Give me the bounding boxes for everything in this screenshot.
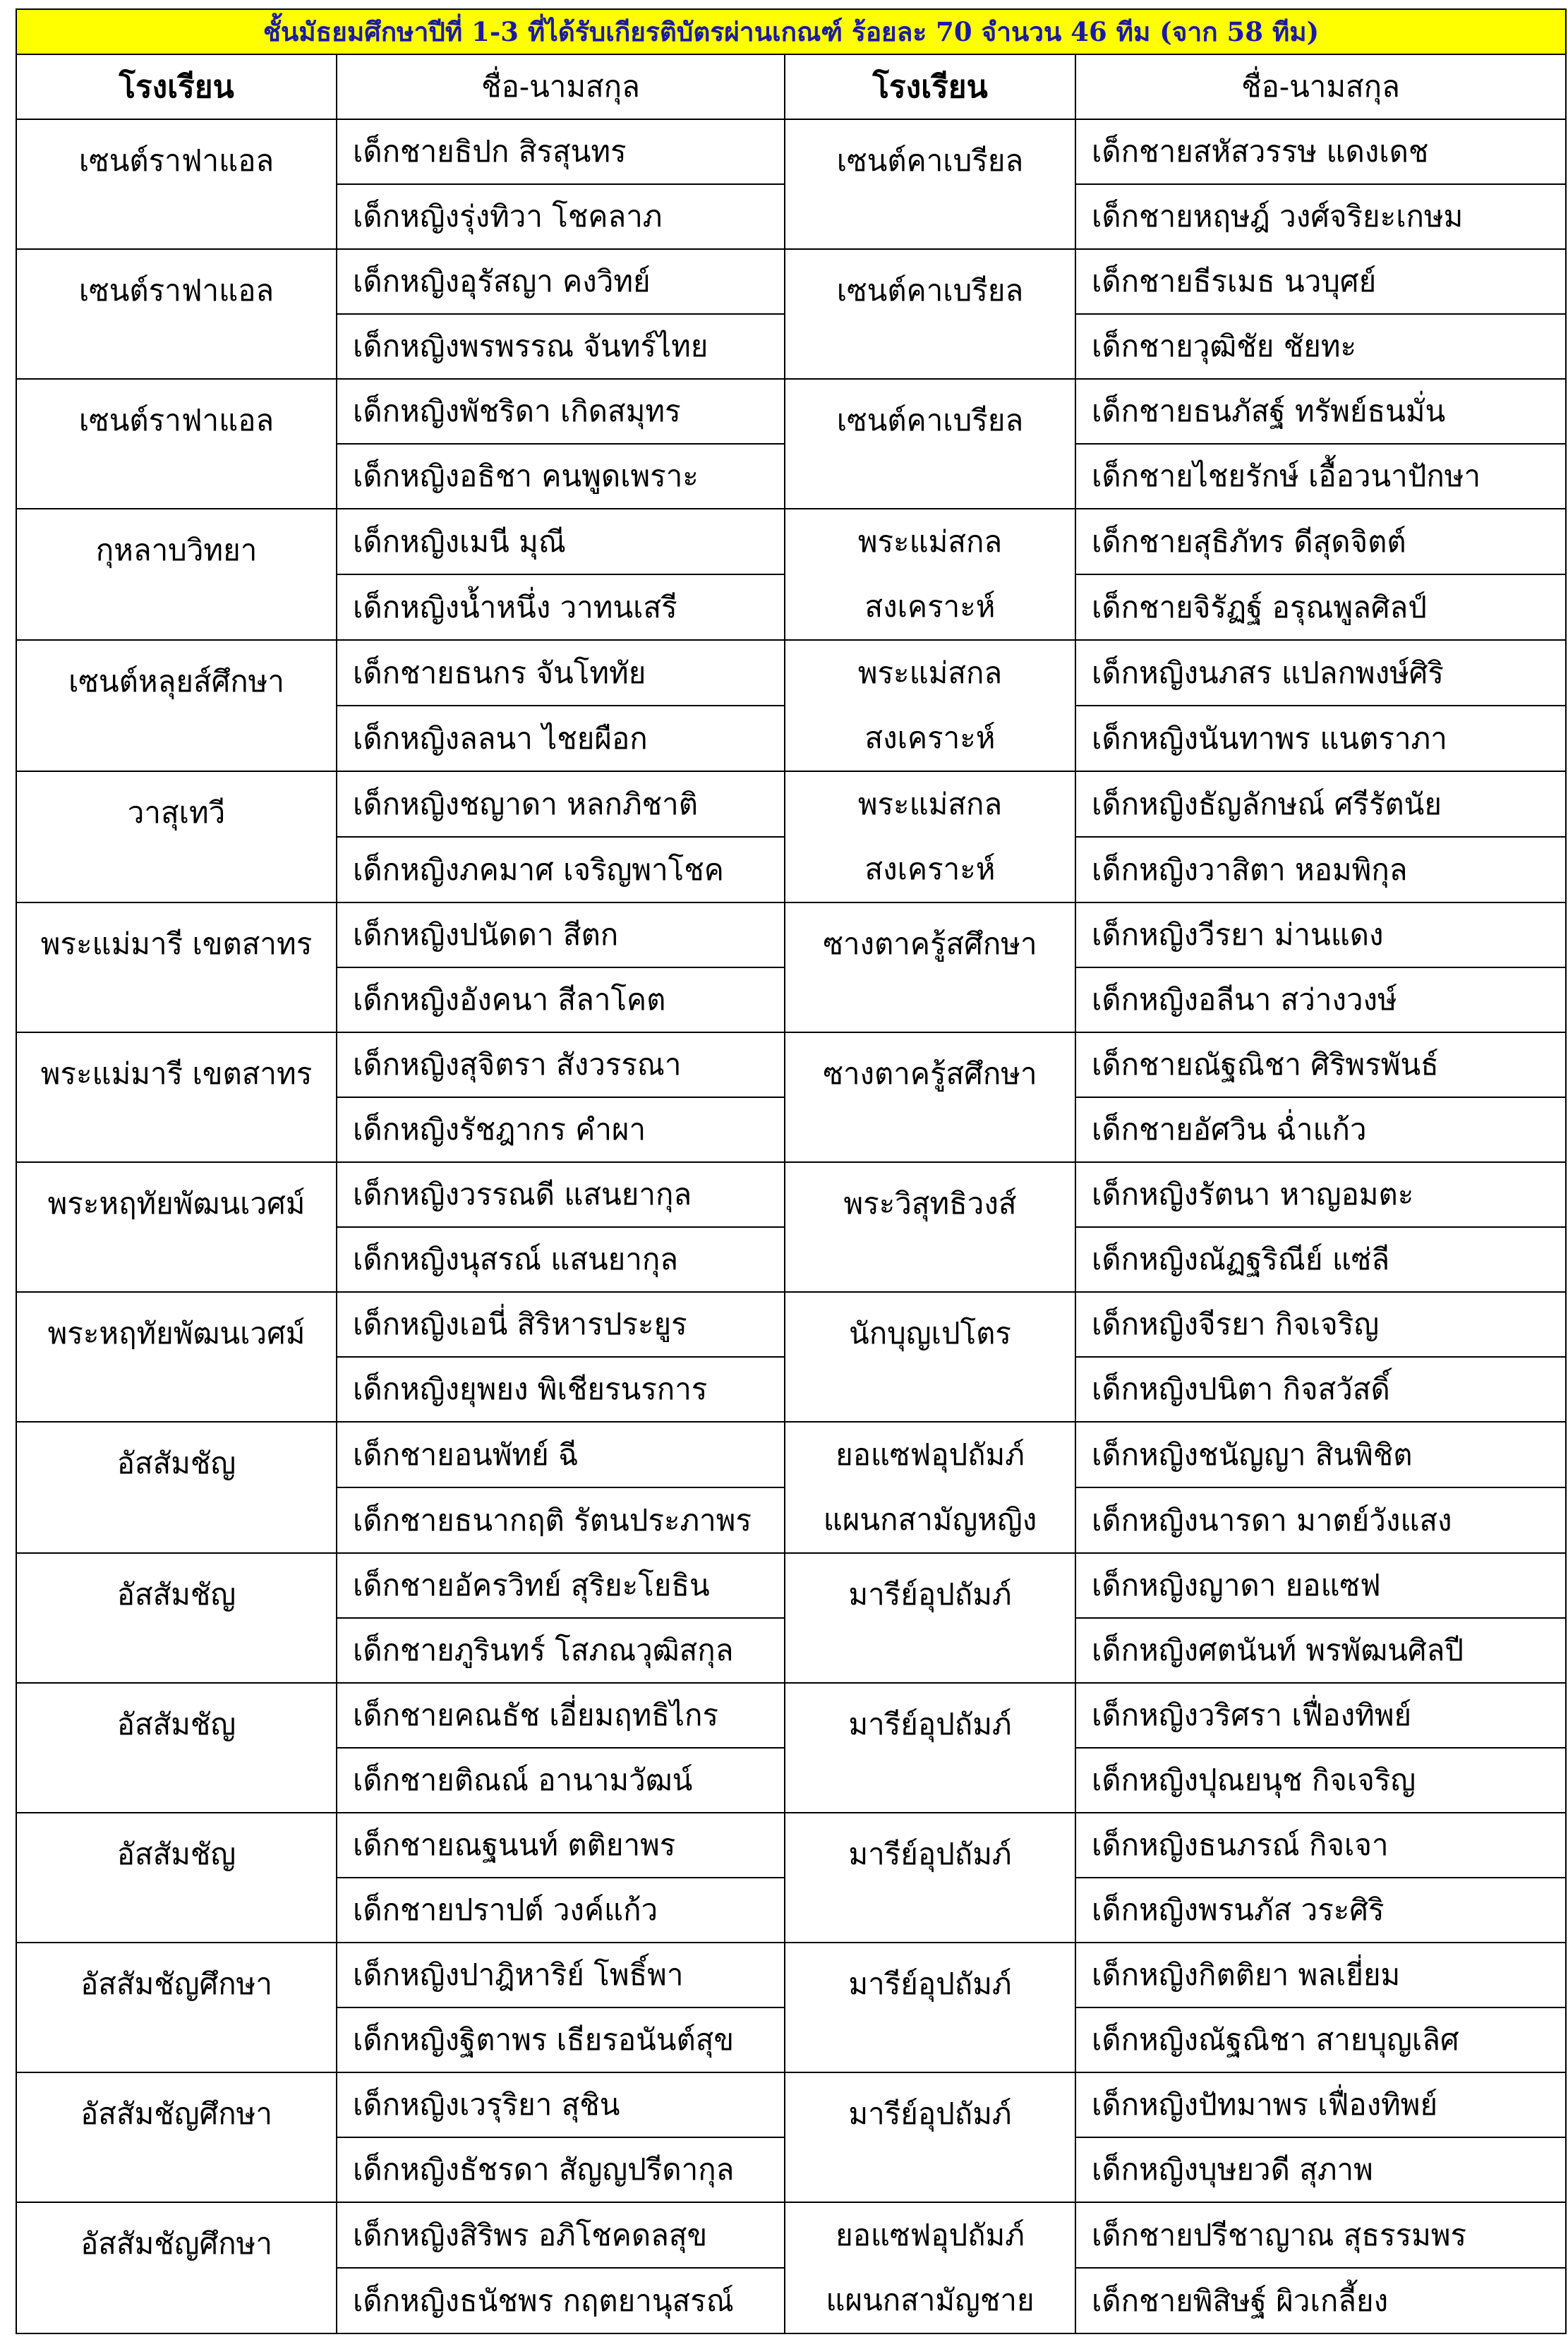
table-row [16,902,1566,967]
student-name-left: เด็กชายภูรินทร์ โสภณวุฒิสกุล [337,1618,785,1683]
results-table-body [16,119,1566,2333]
student-name-left: เด็กหญิงปนัดดา สีตก [337,902,785,967]
school-name-line: พระวิสุทธิวงส์ [843,1186,1017,1221]
student-name-right: เด็กชายสหัสวรรษ แดงเดช [1075,119,1566,184]
school-name-line: อัสสัมชัญศึกษา [80,1967,272,2001]
student-name-right: เด็กหญิงรัตนา หาญอมตะ [1075,1162,1566,1227]
student-name-left: เด็กหญิงฐิตาพร เธียรอนันต์สุข [337,2007,785,2072]
student-name-left: เด็กชายณฐนนท์ ตติยาพร [337,1813,785,1878]
school-name-line: สงเคราะห์ [864,852,996,886]
school-name-line: อัสสัมชัญศึกษา [80,2096,272,2131]
table-row [16,119,1566,184]
student-name-left: เด็กหญิงน้ำหนึ่ง วาทนเสรี [337,574,785,640]
school-cell-right [785,379,1075,509]
student-name-right: เด็กหญิงบุษยวดี สุภาพ [1075,2137,1566,2202]
school-name-line: พระแม่สกล [857,787,1003,821]
school-cell-left [16,1422,337,1553]
school-name-line: อัสสัมชัญ [116,1577,236,1612]
student-name-left: เด็กหญิงพัชริดา เกิดสมุทร [337,379,785,444]
school-name-line: ยอแซฟอุปถัมภ์ [836,2218,1025,2252]
table-row [16,1032,1566,1097]
school-cell-right [785,1943,1075,2072]
school-cell-right [785,640,1075,771]
school-cell-left [16,902,337,1032]
school-cell-left [16,1943,337,2072]
school-name-line: มารีย์อุปถัมภ์ [848,1577,1012,1612]
table-row [16,1292,1566,1357]
student-name-right: เด็กชายธนภัสฐ์ ทรัพย์ธนมั่น [1075,379,1566,444]
header-school-right: โรงเรียน [785,54,1075,119]
school-cell-left [16,379,337,509]
student-name-right: เด็กหญิงพรนภัส วระศิริ [1075,1878,1566,1943]
school-name-line: อัสสัมชัญ [116,1837,236,1871]
table-title: ชั้นมัธยมศึกษาปีที่ 1-3 ที่ได้รับเกียรติบัตรผ่านเกณฑ์ ร้อยละ 70 จำนวน 46 ทีม (จาก 58 ทีม) [16,9,1566,54]
student-name-left: เด็กหญิงธัชรดา สัญญปรีดากุล [337,2137,785,2202]
school-cell-left [16,509,337,640]
school-cell-left [16,1553,337,1683]
school-name-line: เซนต์คาเบรียล [836,403,1024,437]
school-cell-right [785,1032,1075,1162]
school-name-line: กุหลาบวิทยา [95,533,258,567]
student-name-left: เด็กหญิงอุรัสญา คงวิทย์ [337,249,785,314]
school-name-line: นักบุญเปโตร [849,1316,1011,1351]
student-name-right: เด็กชายสุธิภัทร ดีสุดจิตต์ [1075,509,1566,574]
table-row [16,2072,1566,2137]
student-name-left: เด็กหญิงยุพยง พิเชียรนรการ [337,1357,785,1422]
student-name-left: เด็กชายอัครวิทย์ สุริยะโยธิน [337,1553,785,1618]
school-name-line: เซนต์ราฟาแอล [78,143,275,178]
school-name-line: มารีย์อุปถัมภ์ [848,1967,1012,2001]
student-name-left: เด็กหญิงอธิชา คนพูดเพราะ [337,444,785,509]
student-name-right: เด็กชายหฤษฎ์ วงศ์จริยะเกษม [1075,184,1566,249]
school-cell-left [16,1813,337,1943]
student-name-right: เด็กหญิงญาดา ยอแซฟ [1075,1553,1566,1618]
results-table [16,8,1567,2334]
student-name-left: เด็กหญิงชญาดา หลกภิชาติ [337,771,785,837]
student-name-left: เด็กหญิงรัชฎากร คำผา [337,1097,785,1162]
student-name-left: เด็กชายอนพัทย์ ฉี [337,1422,785,1487]
student-name-left: เด็กหญิงธนัชพร กฤตยานุสรณ์ [337,2268,785,2333]
header-name-right: ชื่อ-นามสกุล [1075,54,1566,119]
school-cell-left [16,2202,337,2333]
table-row [16,1813,1566,1878]
student-name-left: เด็กหญิงปาฎิหาริย์ โพธิ์พา [337,1943,785,2007]
student-name-right: เด็กหญิงปัทมาพร เฟื่องทิพย์ [1075,2072,1566,2137]
school-name-line: พระหฤทัยพัฒนเวศม์ [47,1186,306,1221]
table-row [16,1422,1566,1487]
school-cell-right [785,1813,1075,1943]
student-name-left: เด็กหญิงเมนี มุณี [337,509,785,574]
student-name-right: เด็กหญิงกิตติยา พลเยี่ยม [1075,1943,1566,2007]
school-name-line: วาสุเทวี [127,795,226,830]
student-name-right: เด็กหญิงปนิตา กิจสวัสดิ์ [1075,1357,1566,1422]
school-cell-left [16,249,337,379]
student-name-right: เด็กชายอัศวิน ฉ่ำแก้ว [1075,1097,1566,1162]
school-cell-left [16,1683,337,1813]
student-name-right: เด็กหญิงนันทาพร แนตราภา [1075,706,1566,771]
table-row [16,509,1566,574]
school-name-line: อัสสัมชัญ [116,1707,236,1741]
student-name-left: เด็กชายธนกร จันโททัย [337,640,785,706]
student-name-left: เด็กชายติณณ์ อานามวัฒน์ [337,1748,785,1813]
school-cell-right [785,119,1075,249]
school-cell-right [785,2202,1075,2333]
school-name-line: เซนต์ราฟาแอล [78,273,275,308]
student-name-left: เด็กชายธนากฤติ รัตนประภาพร [337,1487,785,1553]
school-name-line: ซางตาครู้สศึกษา [823,1056,1037,1091]
school-cell-right [785,509,1075,640]
school-cell-right [785,1422,1075,1553]
table-row [16,1943,1566,2007]
student-name-right: เด็กชายไชยรักษ์ เอื้อวนาปักษา [1075,444,1566,509]
student-name-left: เด็กชายคณธัช เอี่ยมฤทธิไกร [337,1683,785,1748]
school-name-line: ยอแซฟอุปถัมภ์ [836,1437,1025,1472]
student-name-left: เด็กหญิงสุจิตรา สังวรรณา [337,1032,785,1097]
student-name-left: เด็กหญิงเวรุริยา สุชิน [337,2072,785,2137]
school-name-line: อัสสัมชัญ [116,1446,236,1480]
student-name-right: เด็กหญิงธนภรณ์ กิจเจา [1075,1813,1566,1878]
student-name-right: เด็กหญิงวีรยา ม่านแดง [1075,902,1566,967]
school-name-line: เซนต์คาเบรียล [836,143,1024,178]
school-cell-left [16,2072,337,2202]
certificate-list-sheet [16,8,1565,2334]
school-name-line: มารีย์อุปถัมภ์ [848,1707,1012,1741]
student-name-right: เด็กหญิงชนัญญา สินพิชิต [1075,1422,1566,1487]
student-name-right: เด็กชายปรีชาญาณ สุธรรมพร [1075,2202,1566,2268]
school-cell-left [16,1292,337,1422]
school-name-line: สงเคราะห์ [864,720,996,755]
table-row [16,1162,1566,1227]
table-row [16,249,1566,314]
student-name-right: เด็กหญิงอลีนา สว่างวงษ์ [1075,967,1566,1032]
student-name-left: เด็กชายปราปต์ วงค์แก้ว [337,1878,785,1943]
school-cell-left [16,119,337,249]
school-cell-right [785,1553,1075,1683]
school-cell-left [16,1032,337,1162]
student-name-left: เด็กหญิงรุ่งทิวา โชคลาภ [337,184,785,249]
school-name-line: เซนต์คาเบรียล [836,273,1024,308]
student-name-left: เด็กหญิงภคมาศ เจริญพาโชค [337,837,785,902]
table-row [16,379,1566,444]
school-name-line: ซางตาครู้สศึกษา [823,926,1037,961]
table-row [16,2202,1566,2268]
header-name-left: ชื่อ-นามสกุล [337,54,785,119]
student-name-left: เด็กหญิงวรรณดี แสนยากุล [337,1162,785,1227]
student-name-right: เด็กชายณัฐณิชา ศิริพรพันธ์ [1075,1032,1566,1097]
school-cell-right [785,1683,1075,1813]
school-name-line: มารีย์อุปถัมภ์ [848,1837,1012,1871]
school-name-line: พระแม่สกล [857,656,1003,690]
school-cell-right [785,2072,1075,2202]
student-name-left: เด็กหญิงเอนี่ สิริหารประยูร [337,1292,785,1357]
table-row [16,771,1566,837]
student-name-left: เด็กหญิงอังคนา สีลาโคต [337,967,785,1032]
header-school-left: โรงเรียน [16,54,337,119]
student-name-right: เด็กชายจิรัฏฐ์ อรุณพูลศิลป์ [1075,574,1566,640]
school-name-line: เซนต์หลุยส์ศึกษา [68,664,284,699]
table-row [16,1553,1566,1618]
school-cell-left [16,640,337,771]
school-name-line: สงเคราะห์ [864,589,996,624]
student-name-right: เด็กหญิงศตนันท์ พรพัฒนศิลปี [1075,1618,1566,1683]
school-name-line: พระแม่มารี เขตสาทร [40,926,313,961]
student-name-right: เด็กชายวุฒิชัย ชัยทะ [1075,314,1566,379]
student-name-left: เด็กชายธิปก สิรสุนทร [337,119,785,184]
student-name-right: เด็กชายพิสิษฐ์ ผิวเกลี้ยง [1075,2268,1566,2333]
student-name-left: เด็กหญิงลลนา ไชยผือก [337,706,785,771]
student-name-right: เด็กหญิงนภสร แปลกพงษ์ศิริ [1075,640,1566,706]
student-name-right: เด็กหญิงจีรยา กิจเจริญ [1075,1292,1566,1357]
school-name-line: พระแม่มารี เขตสาทร [40,1056,313,1091]
school-name-line: เซนต์ราฟาแอล [78,403,275,437]
student-name-right: เด็กหญิงวริศรา เฟื่องทิพย์ [1075,1683,1566,1748]
school-cell-right [785,249,1075,379]
table-row [16,1683,1566,1748]
school-name-line: พระหฤทัยพัฒนเวศม์ [47,1316,306,1351]
school-name-line: อัสสัมชัญศึกษา [80,2226,272,2261]
student-name-right: เด็กหญิงธัญลักษณ์ ศรีรัตนัย [1075,771,1566,837]
student-name-right: เด็กหญิงปุณยนุช กิจเจริญ [1075,1748,1566,1813]
student-name-right: เด็กหญิงณัฏฐริณีย์ แซ่ลี [1075,1227,1566,1292]
school-cell-right [785,1162,1075,1292]
student-name-left: เด็กหญิงพรพรรณ จันทร์ไทย [337,314,785,379]
student-name-right: เด็กหญิงวาสิตา หอมพิกุล [1075,837,1566,902]
school-name-line: แผนกสามัญชาย [826,2283,1035,2317]
table-row [16,640,1566,706]
school-cell-right [785,902,1075,1032]
school-name-line: พระแม่สกล [857,524,1003,559]
school-name-line: มารีย์อุปถัมภ์ [848,2096,1012,2131]
school-cell-right [785,771,1075,902]
school-cell-right [785,1292,1075,1422]
student-name-right: เด็กชายธีรเมธ นวบุศย์ [1075,249,1566,314]
school-name-line: แผนกสามัญหญิง [823,1502,1037,1537]
school-cell-left [16,1162,337,1292]
student-name-right: เด็กหญิงนารดา มาตย์วังแสง [1075,1487,1566,1553]
student-name-left: เด็กหญิงนุสรณ์ แสนยากุล [337,1227,785,1292]
student-name-left: เด็กหญิงสิริพร อภิโชคดลสุข [337,2202,785,2268]
school-cell-left [16,771,337,902]
student-name-right: เด็กหญิงณัฐณิชา สายบุญเลิศ [1075,2007,1566,2072]
